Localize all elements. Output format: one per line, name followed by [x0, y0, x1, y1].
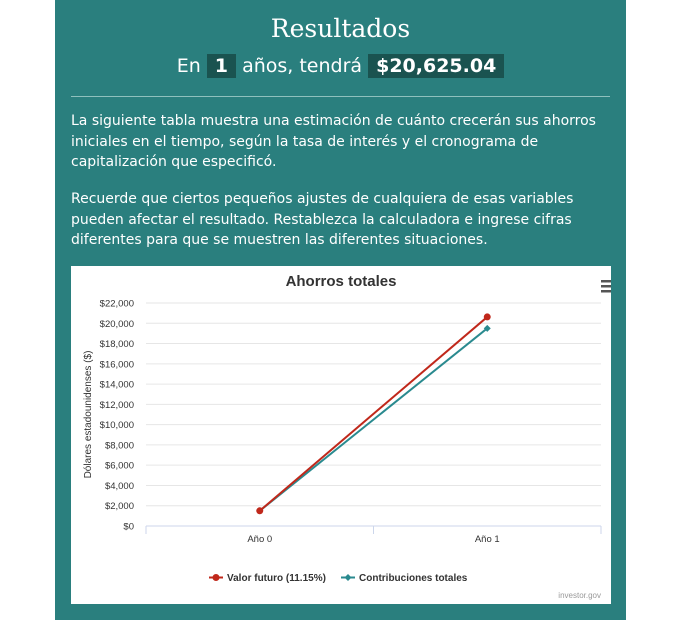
x-tick-label: Año 1 [474, 534, 500, 545]
legend-marker [345, 574, 352, 581]
chart-container [71, 266, 611, 604]
y-tick-label: $12,000 [99, 399, 134, 411]
years-value: 1 [207, 54, 236, 78]
data-point[interactable] [256, 507, 263, 514]
description-paragraph-1: La siguiente tabla muestra una estimación de cuánto crecerán sus ahorros iniciales en el tiempo, según la tasa de interés y el cronograma de capitalización que especificó. [71, 113, 596, 170]
x-axis [146, 526, 601, 545]
chart-title: Ahorros totales [285, 273, 397, 290]
series-line [260, 328, 488, 510]
legend-label: Contribuciones totales [359, 573, 468, 584]
future-amount: $20,625.04 [368, 54, 504, 78]
data-point[interactable] [484, 313, 491, 320]
summary-middle: años, tendrá [242, 55, 363, 77]
legend-label: Valor futuro (11.15%) [227, 573, 326, 584]
legend-item[interactable] [209, 573, 326, 584]
menu-icon[interactable] [601, 280, 611, 293]
description-paragraph-2: Recuerde que ciertos pequeños ajustes de cualquiera de esas variables pueden afectar el resultado. Restablezca la calculadora e ingrese cifras diferentes para que se muestren las diferentes situaciones. [71, 191, 574, 248]
y-tick-label: $10,000 [99, 420, 134, 432]
series-line [260, 317, 488, 511]
y-tick-label: $6,000 [104, 460, 134, 472]
chart-credit[interactable]: investor.gov [558, 591, 601, 600]
y-axis-label: Dólares estadounidenses ($) [83, 350, 94, 479]
y-tick-label: $16,000 [99, 359, 134, 371]
results-title: Resultados [270, 14, 411, 43]
y-tick-label: $18,000 [99, 339, 134, 351]
y-tick-label: $0 [123, 521, 134, 533]
y-tick-label: $2,000 [104, 501, 134, 513]
summary-prefix: En [176, 55, 201, 77]
y-tick-label: $20,000 [99, 318, 134, 330]
legend-item[interactable] [341, 573, 468, 584]
y-tick-label: $4,000 [104, 480, 134, 492]
savings-chart [71, 266, 611, 604]
results-summary [55, 54, 626, 78]
chart-legend [209, 573, 468, 584]
x-tick-label: Año 0 [247, 534, 273, 545]
results-panel [55, 0, 626, 620]
y-tick-label: $22,000 [99, 298, 134, 310]
y-axis-ticks [100, 299, 134, 533]
y-tick-label: $14,000 [99, 379, 134, 391]
y-tick-label: $8,000 [104, 440, 134, 452]
divider [71, 96, 610, 97]
legend-marker [213, 574, 220, 581]
